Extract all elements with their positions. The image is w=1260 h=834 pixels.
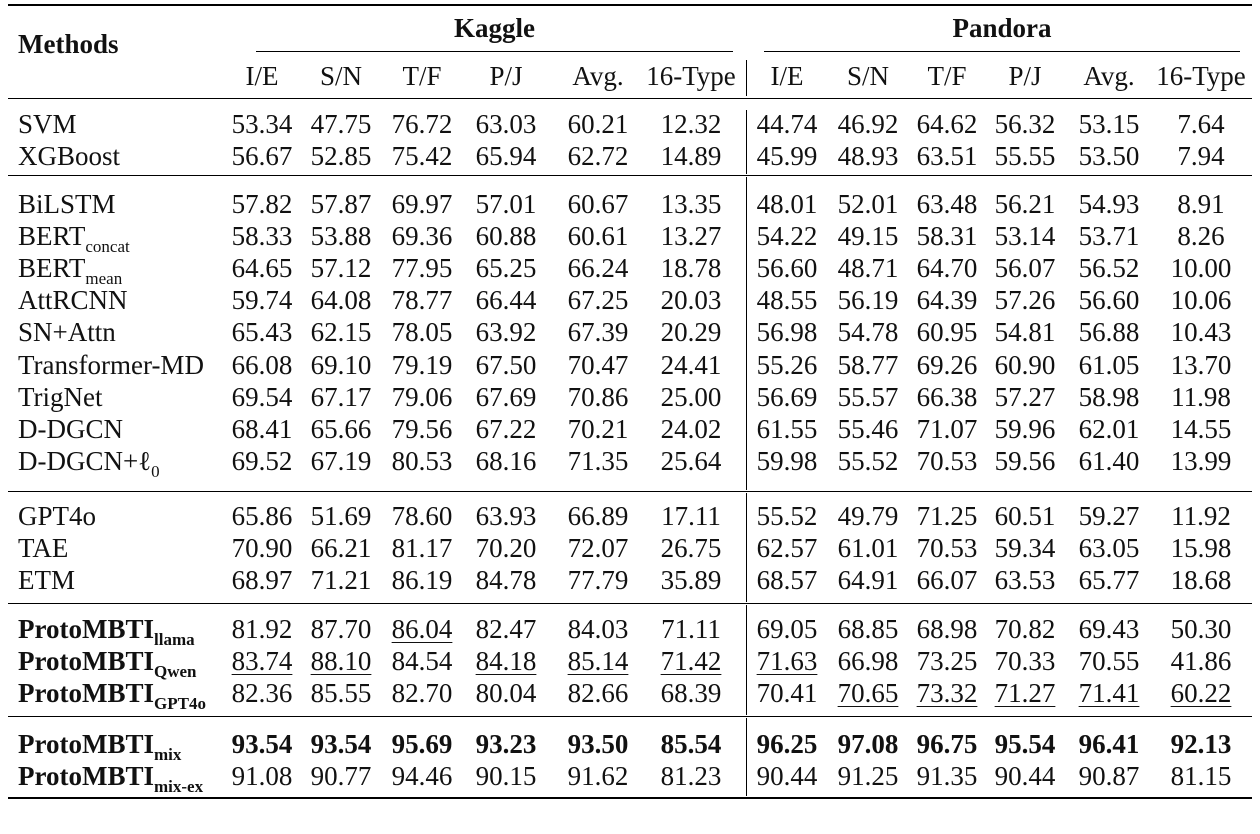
kaggle-value: 78.77 [391, 285, 453, 316]
pandora-value: 54.81 [994, 317, 1056, 348]
method-name-main: ProtoMBTI [18, 729, 154, 759]
kaggle-value: 82.47 [475, 614, 537, 644]
pandora-value: 55.46 [837, 413, 899, 444]
pandora-value: 60.95 [916, 317, 978, 348]
kaggle-value: 66.21 [310, 533, 372, 564]
pandora-value: 71.25 [916, 501, 978, 531]
kaggle-value: 82.70 [391, 678, 453, 709]
pandora-value: 71.63 [756, 646, 818, 677]
method-name [18, 613, 195, 649]
kaggle-value: 57.82 [231, 189, 293, 219]
pandora-value: 68.85 [837, 614, 899, 644]
method-name-subscript: GPT4o [154, 694, 206, 714]
kaggle-value: 60.88 [475, 221, 537, 252]
pandora-value: 59.98 [756, 445, 818, 476]
pandora-value: 63.53 [994, 565, 1056, 596]
method-name-subscript: 0 [151, 461, 160, 481]
kaggle-value: 56.67 [231, 141, 293, 172]
pandora-value: 65.77 [1078, 565, 1140, 596]
pandora-value: 53.14 [994, 221, 1056, 252]
method-name [18, 381, 103, 413]
kaggle-value: 24.41 [660, 349, 722, 380]
pandora-value: 45.99 [756, 141, 818, 172]
method-name [18, 445, 160, 481]
kaggle-value: 78.05 [391, 317, 453, 348]
kaggle-value: 84.78 [475, 565, 537, 596]
kaggle-value: 70.21 [567, 413, 629, 444]
kaggle-col-header: I/E [245, 61, 279, 91]
kaggle-value: 68.39 [660, 678, 722, 709]
method-name-main: ProtoMBTI [18, 614, 154, 644]
kaggle-value: 70.90 [231, 533, 293, 564]
method-name [18, 500, 96, 532]
kaggle-value: 91.08 [231, 761, 293, 792]
kaggle-value: 84.03 [567, 614, 629, 644]
pandora-value: 57.26 [994, 285, 1056, 316]
kaggle-value: 84.54 [391, 646, 453, 677]
pandora-value: 90.44 [756, 761, 818, 792]
group-rule-2 [8, 491, 1252, 492]
kaggle-value: 67.22 [475, 413, 537, 444]
group-rule-4 [8, 716, 1252, 717]
kaggle-value: 24.02 [660, 413, 722, 444]
kaggle-value: 47.75 [310, 109, 372, 139]
kaggle-value: 77.79 [567, 565, 629, 596]
pandora-value: 68.98 [916, 614, 978, 644]
kaggle-value: 71.21 [310, 565, 372, 596]
pandora-value: 11.92 [1171, 501, 1231, 531]
pandora-value: 95.54 [994, 729, 1056, 759]
pandora-value: 59.56 [994, 445, 1056, 476]
kaggle-value: 18.78 [660, 253, 722, 284]
pandora-value: 56.52 [1078, 253, 1140, 284]
pandora-value: 58.77 [837, 349, 899, 380]
method-name-main: XGBoost [18, 141, 121, 172]
kaggle-col-header: 16-Type [646, 61, 736, 91]
pandora-value: 48.55 [756, 285, 818, 316]
pandora-value: 92.13 [1170, 729, 1232, 759]
pandora-col-header: P/J [1008, 61, 1042, 91]
kaggle-col-header: Avg. [572, 61, 624, 91]
pandora-value: 7.94 [1177, 141, 1225, 172]
pandora-value: 96.41 [1078, 729, 1140, 759]
methods-header: Methods [18, 29, 119, 59]
group-rule-1 [8, 175, 1252, 176]
pandora-value: 73.32 [916, 678, 978, 709]
kaggle-value: 67.17 [310, 381, 372, 412]
pandora-value: 46.92 [837, 109, 899, 139]
pandora-value: 18.68 [1170, 565, 1232, 596]
kaggle-value: 85.54 [660, 729, 722, 759]
pandora-value: 10.00 [1170, 253, 1232, 284]
kaggle-value: 71.35 [567, 445, 629, 476]
method-name-main: GPT4o [18, 501, 97, 531]
kaggle-col-header: S/N [319, 61, 363, 91]
kaggle-value: 82.36 [231, 678, 293, 709]
kaggle-value: 72.07 [567, 533, 629, 564]
kaggle-value: 68.97 [231, 565, 293, 596]
pandora-value: 60.51 [994, 501, 1056, 531]
kaggle-value: 85.14 [567, 646, 629, 677]
method-name-subscript: mix-ex [154, 777, 204, 797]
pandora-value: 68.57 [756, 565, 818, 596]
kaggle-value: 81.92 [231, 614, 293, 644]
pandora-value: 48.01 [756, 189, 818, 219]
kaggle-value: 59.74 [231, 285, 293, 316]
pandora-value: 44.74 [756, 109, 818, 139]
pandora-value: 8.91 [1177, 189, 1225, 219]
pandora-value: 55.52 [756, 501, 818, 531]
pandora-value: 11.98 [1171, 381, 1231, 412]
kaggle-value: 67.69 [475, 381, 537, 412]
kaggle-value: 13.27 [660, 221, 722, 252]
kaggle-value: 65.94 [475, 141, 537, 172]
pandora-value: 10.06 [1170, 285, 1232, 316]
kaggle-value: 51.69 [310, 501, 372, 531]
kaggle-value: 86.19 [391, 565, 453, 596]
kaggle-value: 78.60 [391, 501, 453, 531]
pandora-value: 66.98 [837, 646, 899, 677]
pandora-value: 64.39 [916, 285, 978, 316]
pandora-value: 57.27 [994, 381, 1056, 412]
pandora-value: 56.21 [994, 189, 1056, 219]
kaggle-value: 77.95 [391, 253, 453, 284]
method-name-main: ETM [18, 565, 75, 596]
pandora-value: 54.78 [837, 317, 899, 348]
pandora-value: 81.15 [1170, 761, 1232, 792]
pandora-cmidrule [764, 51, 1240, 52]
pandora-value: 70.33 [994, 646, 1056, 677]
method-name [18, 677, 206, 713]
method-name-main: ProtoMBTI [18, 678, 154, 709]
pandora-value: 71.41 [1078, 678, 1140, 709]
pandora-value: 71.07 [916, 413, 978, 444]
pandora-value: 48.71 [837, 253, 899, 284]
kaggle-value: 65.43 [231, 317, 293, 348]
pandora-value: 56.19 [837, 285, 899, 316]
method-name-main: TAE [18, 533, 69, 564]
pandora-value: 66.07 [916, 565, 978, 596]
kaggle-value: 68.41 [231, 413, 293, 444]
kaggle-header: Kaggle [454, 13, 535, 43]
pandora-value: 60.90 [994, 349, 1056, 380]
method-name [18, 349, 204, 381]
kaggle-value: 85.55 [310, 678, 372, 709]
kaggle-value: 94.46 [391, 761, 453, 792]
pandora-value: 59.96 [994, 413, 1056, 444]
pandora-value: 54.22 [756, 221, 818, 252]
method-name-main: TrigNet [18, 381, 103, 412]
method-name-main: SVM [18, 109, 77, 139]
kaggle-value: 83.74 [231, 646, 293, 677]
kaggle-value: 65.25 [475, 253, 537, 284]
pandora-value: 61.05 [1078, 349, 1140, 380]
kaggle-value: 93.23 [475, 729, 537, 759]
pandora-value: 70.55 [1078, 646, 1140, 677]
kaggle-value: 53.88 [310, 221, 372, 252]
pandora-value: 55.55 [994, 141, 1056, 172]
method-name-subscript: Qwen [154, 662, 197, 682]
pandora-value: 70.65 [837, 678, 899, 709]
kaggle-value: 67.39 [567, 317, 629, 348]
kaggle-value: 57.12 [310, 253, 372, 284]
kaggle-value: 67.50 [475, 349, 537, 380]
kaggle-value: 66.44 [475, 285, 537, 316]
pandora-value: 41.86 [1170, 646, 1232, 677]
pandora-value: 56.98 [756, 317, 818, 348]
method-name-main: BiLSTM [18, 189, 116, 219]
kaggle-value: 84.18 [475, 646, 537, 677]
kaggle-value: 60.61 [567, 221, 629, 252]
kaggle-value: 35.89 [660, 565, 722, 596]
pandora-value: 54.93 [1078, 189, 1140, 219]
method-name [18, 413, 123, 445]
pandora-value: 62.57 [756, 533, 818, 564]
kaggle-value: 91.62 [567, 761, 629, 792]
pandora-value: 70.82 [994, 614, 1056, 644]
method-name-main: Transformer-MD [18, 349, 204, 380]
kaggle-value: 66.24 [567, 253, 629, 284]
kaggle-value: 90.15 [475, 761, 537, 792]
pandora-value: 59.34 [994, 533, 1056, 564]
pandora-value: 69.26 [916, 349, 978, 380]
kaggle-value: 57.87 [310, 189, 372, 219]
kaggle-value: 64.65 [231, 253, 293, 284]
method-name [18, 728, 181, 764]
kaggle-cmidrule [256, 51, 733, 52]
kaggle-value: 58.33 [231, 221, 293, 252]
pandora-value: 58.31 [916, 221, 978, 252]
pandora-value: 53.71 [1078, 221, 1140, 252]
method-name [18, 532, 68, 564]
method-name-subscript: mean [85, 269, 123, 289]
method-name [18, 108, 77, 140]
pandora-value: 70.53 [916, 445, 978, 476]
kaggle-value: 79.56 [391, 413, 453, 444]
method-name [18, 252, 122, 288]
pandora-col-header: S/N [846, 61, 890, 91]
pandora-value: 53.50 [1078, 141, 1140, 172]
pandora-value: 55.57 [837, 381, 899, 412]
kaggle-value: 69.52 [231, 445, 293, 476]
method-name [18, 645, 197, 681]
top-rule [8, 4, 1252, 6]
kaggle-value: 63.93 [475, 501, 537, 531]
method-name-main: BERT [18, 221, 86, 252]
method-name-main: ProtoMBTI [18, 761, 154, 792]
method-name-main: AttRCNN [18, 285, 128, 316]
pandora-value: 56.88 [1078, 317, 1140, 348]
group-rule-3 [8, 603, 1252, 604]
kaggle-value: 88.10 [310, 646, 372, 677]
kaggle-value: 67.25 [567, 285, 629, 316]
pandora-value: 56.07 [994, 253, 1056, 284]
pandora-value: 7.64 [1177, 109, 1225, 139]
kaggle-value: 81.23 [660, 761, 722, 792]
kaggle-value: 93.54 [231, 729, 293, 759]
kaggle-value: 12.32 [660, 109, 722, 139]
pandora-value: 58.98 [1078, 381, 1140, 412]
kaggle-value: 62.72 [567, 141, 629, 172]
pandora-value: 90.44 [994, 761, 1056, 792]
pandora-value: 70.53 [916, 533, 978, 564]
pandora-value: 56.69 [756, 381, 818, 412]
pandora-value: 56.32 [994, 109, 1056, 139]
kaggle-value: 63.92 [475, 317, 537, 348]
pandora-value: 64.91 [837, 565, 899, 596]
method-name [18, 564, 75, 596]
bottom-rule [8, 797, 1252, 799]
pandora-col-header: T/F [927, 61, 967, 91]
kaggle-value: 14.89 [660, 141, 722, 172]
pandora-value: 63.51 [916, 141, 978, 172]
kaggle-value: 71.11 [661, 614, 721, 644]
kaggle-value: 53.34 [231, 109, 293, 139]
kaggle-value: 69.97 [391, 189, 453, 219]
kaggle-value: 60.21 [567, 109, 629, 139]
kaggle-value: 80.04 [475, 678, 537, 709]
pandora-value: 66.38 [916, 381, 978, 412]
kaggle-value: 65.66 [310, 413, 372, 444]
method-name [18, 188, 116, 220]
pandora-value: 14.55 [1170, 413, 1232, 444]
kaggle-value: 68.16 [475, 445, 537, 476]
kaggle-value: 82.66 [567, 678, 629, 709]
kaggle-value: 25.64 [660, 445, 722, 476]
pandora-value: 60.22 [1170, 678, 1232, 709]
kaggle-value: 26.75 [660, 533, 722, 564]
kaggle-value: 70.47 [567, 349, 629, 380]
kaggle-value: 70.20 [475, 533, 537, 564]
kaggle-value: 69.36 [391, 221, 453, 252]
pandora-value: 50.30 [1170, 614, 1232, 644]
method-name-subscript: llama [154, 630, 195, 649]
kaggle-value: 60.67 [567, 189, 629, 219]
kaggle-value: 67.19 [310, 445, 372, 476]
pandora-value: 56.60 [756, 253, 818, 284]
method-name-main: ProtoMBTI [18, 646, 154, 677]
kaggle-col-header: T/F [402, 61, 442, 91]
pandora-col-header: Avg. [1083, 61, 1135, 91]
kaggle-value: 81.17 [391, 533, 453, 564]
pandora-value: 73.25 [916, 646, 978, 677]
pandora-value: 71.27 [994, 678, 1056, 709]
pandora-value: 49.15 [837, 221, 899, 252]
kaggle-value: 69.10 [310, 349, 372, 380]
method-name-subscript: concat [85, 237, 130, 257]
kaggle-value: 20.03 [660, 285, 722, 316]
kaggle-value: 20.29 [660, 317, 722, 348]
method-name-main: D-DGCN [18, 413, 123, 444]
pandora-value: 63.05 [1078, 533, 1140, 564]
kaggle-value: 95.69 [391, 729, 453, 759]
pandora-value: 96.25 [756, 729, 818, 759]
kaggle-value: 93.50 [567, 729, 629, 759]
method-name [18, 316, 116, 348]
kaggle-col-header: P/J [489, 61, 523, 91]
kaggle-value: 90.77 [310, 761, 372, 792]
pandora-value: 61.40 [1078, 445, 1140, 476]
pandora-value: 91.25 [837, 761, 899, 792]
pandora-value: 69.43 [1078, 614, 1140, 644]
kaggle-value: 75.42 [391, 141, 453, 172]
pandora-value: 55.52 [837, 445, 899, 476]
kaggle-value: 52.85 [310, 141, 372, 172]
pandora-value: 52.01 [837, 189, 899, 219]
pandora-value: 97.08 [837, 729, 899, 759]
method-name [18, 284, 128, 316]
kaggle-value: 63.03 [475, 109, 537, 139]
method-name-main: BERT [18, 253, 86, 284]
kaggle-value: 87.70 [310, 614, 372, 644]
pandora-value: 10.43 [1170, 317, 1232, 348]
kaggle-value: 62.15 [310, 317, 372, 348]
method-name [18, 760, 203, 796]
pandora-value: 61.55 [756, 413, 818, 444]
pandora-col-header: 16-Type [1156, 61, 1246, 91]
kaggle-value: 69.54 [231, 381, 293, 412]
method-name-main: SN+Attn [18, 317, 116, 348]
pandora-value: 70.41 [756, 678, 818, 709]
kaggle-value: 66.08 [231, 349, 293, 380]
pandora-value: 62.01 [1078, 413, 1140, 444]
method-name [18, 220, 130, 256]
pandora-value: 48.93 [837, 141, 899, 172]
kaggle-value: 66.89 [567, 501, 629, 531]
header-rule [8, 98, 1252, 99]
method-name [18, 140, 120, 172]
pandora-value: 96.75 [916, 729, 978, 759]
pandora-value: 13.70 [1170, 349, 1232, 380]
pandora-header: Pandora [952, 13, 1052, 43]
pandora-value: 63.48 [916, 189, 978, 219]
method-name-main: D-DGCN+ℓ [18, 445, 152, 476]
pandora-value: 61.01 [837, 533, 899, 564]
pandora-value: 53.15 [1078, 109, 1140, 139]
kaggle-value: 79.19 [391, 349, 453, 380]
kaggle-value: 70.86 [567, 381, 629, 412]
pandora-value: 49.79 [837, 501, 899, 531]
kaggle-value: 13.35 [660, 189, 722, 219]
pandora-value: 90.87 [1078, 761, 1140, 792]
kaggle-value: 64.08 [310, 285, 372, 316]
pandora-value: 91.35 [916, 761, 978, 792]
kaggle-value: 79.06 [391, 381, 453, 412]
method-name-subscript: mix [154, 745, 182, 764]
kaggle-value: 57.01 [475, 189, 537, 219]
pandora-value: 15.98 [1170, 533, 1232, 564]
kaggle-value: 65.86 [231, 501, 293, 531]
pandora-value: 69.05 [756, 614, 818, 644]
kaggle-value: 93.54 [310, 729, 372, 759]
kaggle-value: 80.53 [391, 445, 453, 476]
kaggle-value: 17.11 [661, 501, 721, 531]
pandora-value: 64.70 [916, 253, 978, 284]
kaggle-value: 86.04 [391, 614, 453, 644]
pandora-value: 13.99 [1170, 445, 1232, 476]
pandora-value: 64.62 [916, 109, 978, 139]
pandora-value: 59.27 [1078, 501, 1140, 531]
pandora-value: 56.60 [1078, 285, 1140, 316]
pandora-value: 8.26 [1177, 221, 1225, 252]
pandora-col-header: I/E [770, 61, 804, 91]
kaggle-value: 25.00 [660, 381, 722, 412]
kaggle-value: 71.42 [660, 646, 722, 677]
pandora-value: 55.26 [756, 349, 818, 380]
kaggle-value: 76.72 [391, 109, 453, 139]
